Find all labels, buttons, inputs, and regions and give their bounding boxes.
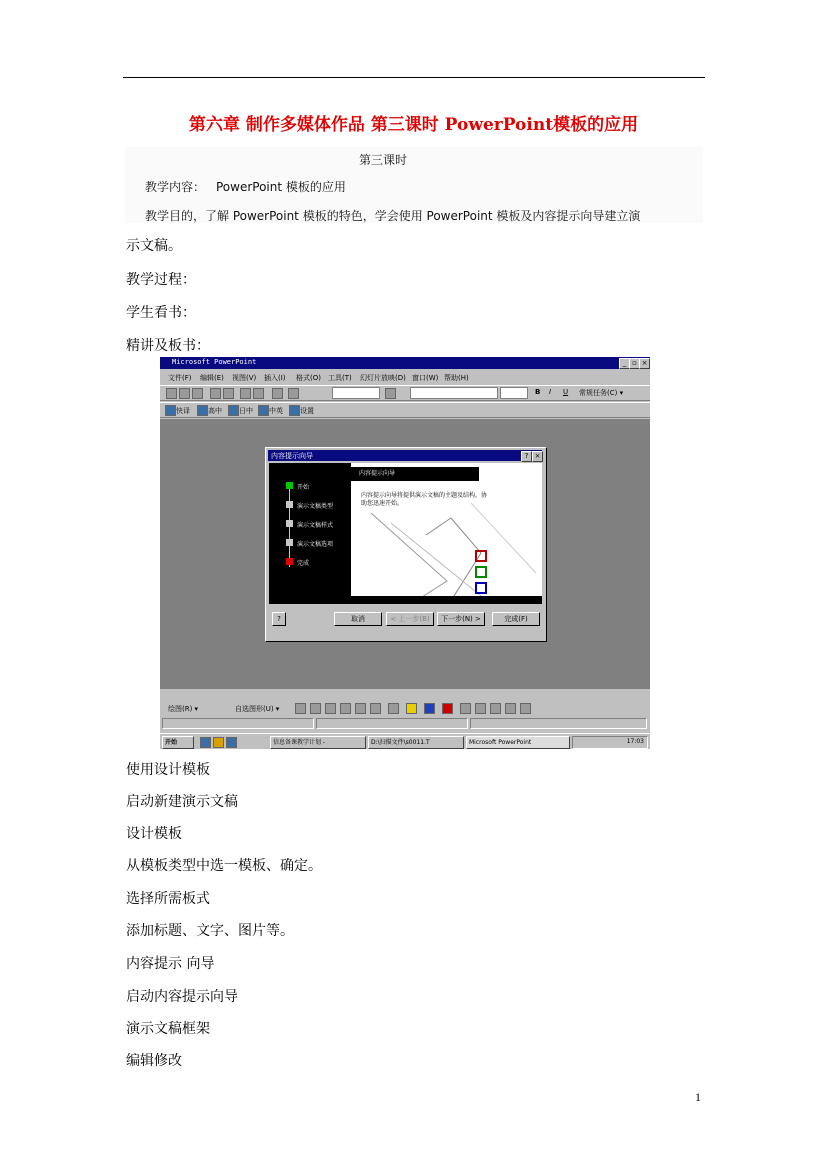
page-title: 第六章 制作多媒体作品 第三课时 PowerPoint模板的应用 — [188, 115, 639, 135]
quicklink-4[interactable]: 中英 — [269, 407, 283, 415]
dialog-help-icon[interactable]: ? — [521, 451, 532, 462]
restore-icon[interactable]: ▫ — [629, 358, 640, 369]
menu-help[interactable]: 帮助(H) — [444, 374, 469, 382]
wizard-steps-panel — [269, 463, 351, 604]
line-style-icon[interactable] — [460, 703, 471, 714]
continuation-text: 示文稿。 — [126, 238, 182, 254]
italic-button[interactable]: I — [549, 388, 552, 396]
list-item: 设计模板 — [126, 826, 182, 842]
open-icon[interactable] — [179, 388, 190, 399]
cancel-button[interactable]: 取消 — [334, 612, 382, 626]
step-type[interactable]: 演示文稿类型 — [297, 503, 334, 510]
list-item: 添加标题、文字、图片等。 — [126, 923, 294, 939]
menu-insert[interactable]: 插入(I) — [264, 374, 286, 382]
paste-icon[interactable] — [253, 388, 264, 399]
wizard-content-panel — [351, 463, 542, 604]
menu-format[interactable]: 格式(O) — [296, 374, 321, 382]
list-item: 选择所需板式 — [126, 891, 210, 907]
clipart-icon[interactable] — [388, 703, 399, 714]
quicklink-toolbar — [160, 402, 650, 418]
undo-icon[interactable] — [272, 388, 283, 399]
window-title: Microsoft PowerPoint — [172, 358, 257, 366]
clock: 17:03 — [626, 738, 644, 745]
line-color-icon[interactable] — [424, 703, 435, 714]
save-icon[interactable] — [192, 388, 203, 399]
zoom-combo[interactable] — [332, 387, 380, 399]
start-button[interactable]: 开始 — [162, 736, 194, 749]
outlook-icon[interactable] — [213, 737, 224, 748]
next-button[interactable]: 下一步(N) > — [437, 612, 485, 626]
translate-icon[interactable] — [258, 405, 269, 416]
desktop-icon[interactable] — [226, 737, 237, 748]
minimize-icon[interactable]: _ — [619, 358, 630, 369]
autoshapes-menu[interactable]: 自选图形(U) ▾ — [235, 705, 280, 713]
dialog-titlebar — [268, 450, 542, 461]
task-lesson-plan[interactable]: 信息备课教学计划 - — [270, 736, 366, 749]
process-heading: 教学过程： — [126, 272, 196, 288]
wizard-header: 内容提示向导 — [351, 467, 479, 481]
wizard-help-icon[interactable]: ? — [272, 612, 286, 626]
hyperlink-icon[interactable] — [288, 388, 299, 399]
lecture-heading: 精讲及板书： — [126, 338, 210, 354]
settings-icon[interactable] — [289, 405, 300, 416]
system-tray — [572, 736, 648, 749]
status-pane-3 — [470, 718, 647, 729]
dash-style-icon[interactable] — [475, 703, 486, 714]
list-item: 从模板类型中选一模板、确定。 — [126, 858, 322, 874]
step-style[interactable]: 演示文稿样式 — [297, 522, 334, 529]
step-finish[interactable]: 完成 — [297, 560, 310, 567]
list-item: 编辑修改 — [126, 1053, 182, 1069]
powerpoint-screenshot — [160, 357, 650, 749]
list-item: 启动内容提示向导 — [126, 989, 238, 1005]
help-icon[interactable] — [385, 388, 396, 399]
print-icon[interactable] — [210, 388, 221, 399]
arrow-style-icon[interactable] — [490, 703, 501, 714]
header-rule — [123, 77, 705, 78]
dialog-title: 内容提示向导 — [271, 452, 313, 460]
menu-view[interactable]: 视图(V) — [232, 374, 257, 382]
task-powerpoint[interactable]: Microsoft PowerPoint — [466, 736, 570, 749]
content-value: PowerPoint 模板的应用 — [216, 180, 346, 194]
quicklink-5[interactable]: 设置 — [300, 407, 314, 415]
step-marker-finish — [286, 558, 293, 565]
finish-button[interactable]: 完成(F) — [492, 612, 540, 626]
size-combo[interactable] — [500, 387, 528, 399]
translate-icon[interactable] — [165, 405, 176, 416]
lesson-label: 第三课时 — [359, 153, 408, 167]
student-reading: 学生看书： — [126, 305, 196, 321]
wordart-icon[interactable] — [370, 703, 381, 714]
menu-edit[interactable]: 编辑(E) — [200, 374, 224, 382]
spell-icon[interactable] — [223, 388, 234, 399]
menu-window[interactable]: 窗口(W) — [412, 374, 439, 382]
status-pane-1 — [162, 718, 314, 729]
content-wizard-dialog — [265, 447, 547, 642]
teaching-goal: 教学目的，了解 PowerPoint 模板的特色，学会使用 PowerPoint 模板及内容提示向导建立演 — [145, 209, 641, 223]
back-button[interactable]: < 上一步(B) — [386, 612, 434, 626]
list-item: 内容提示 向导 — [126, 956, 215, 972]
status-bar — [160, 718, 650, 729]
bold-button[interactable]: B — [535, 388, 541, 396]
page-number: 1 — [695, 1090, 701, 1104]
window-titlebar — [160, 357, 650, 369]
quicklink-1[interactable]: 快译 — [176, 407, 190, 415]
translate-icon[interactable] — [228, 405, 239, 416]
menu-slideshow[interactable]: 幻灯片放映(D) — [360, 374, 406, 382]
common-tasks-button[interactable]: 常规任务(C) ▾ — [579, 389, 624, 397]
list-item: 启动新建演示文稿 — [126, 794, 238, 810]
standard-toolbar — [160, 385, 650, 401]
step-marker-options — [286, 539, 293, 546]
step-options[interactable]: 演示文稿选项 — [297, 541, 334, 548]
quicklink-3[interactable]: 日中 — [239, 407, 253, 415]
content-label: 教学内容： — [145, 180, 206, 194]
quicklink-2[interactable]: 高中 — [208, 407, 222, 415]
list-item: 演示文稿框架 — [126, 1021, 210, 1037]
status-pane-2 — [316, 718, 468, 729]
taskbar — [160, 733, 650, 749]
menu-tools[interactable]: 工具(T) — [328, 374, 352, 382]
3d-icon[interactable] — [520, 703, 531, 714]
dialog-close-icon[interactable]: × — [532, 451, 543, 462]
ie-icon[interactable] — [200, 737, 211, 748]
cut-icon[interactable] — [240, 388, 251, 399]
new-icon[interactable] — [166, 388, 177, 399]
menu-file[interactable]: 文件(F) — [168, 374, 192, 382]
textbox-icon[interactable] — [355, 703, 366, 714]
scanned-header-block — [125, 147, 703, 223]
shadow-icon[interactable] — [505, 703, 516, 714]
line-icon[interactable] — [295, 703, 306, 714]
font-combo[interactable] — [410, 387, 498, 399]
drawing-toolbar — [160, 701, 650, 715]
task-scan-file[interactable]: D:\扫描文件\s0011.T — [368, 736, 464, 749]
oval-icon[interactable] — [340, 703, 351, 714]
arrow-icon[interactable] — [310, 703, 321, 714]
draw-menu[interactable]: 绘图(R) ▾ — [168, 705, 199, 713]
step-marker-type — [286, 501, 293, 508]
translate-icon[interactable] — [197, 405, 208, 416]
step-marker-start — [286, 482, 293, 489]
menu-bar — [160, 371, 650, 384]
step-start[interactable]: 开始 — [297, 484, 310, 491]
wizard-illustration — [351, 463, 542, 604]
list-item: 使用设计模板 — [126, 762, 210, 778]
underline-button[interactable]: U — [563, 388, 569, 396]
wizard-description: 内容提示向导将提供演示文稿的主题及结构，协助您迅速开始。 — [361, 492, 488, 507]
rectangle-icon[interactable] — [325, 703, 336, 714]
font-color-icon[interactable] — [442, 703, 453, 714]
wizard-bottom-strip — [269, 596, 542, 604]
step-marker-style — [286, 520, 293, 527]
close-icon[interactable]: × — [639, 358, 650, 369]
fill-color-icon[interactable] — [406, 703, 417, 714]
